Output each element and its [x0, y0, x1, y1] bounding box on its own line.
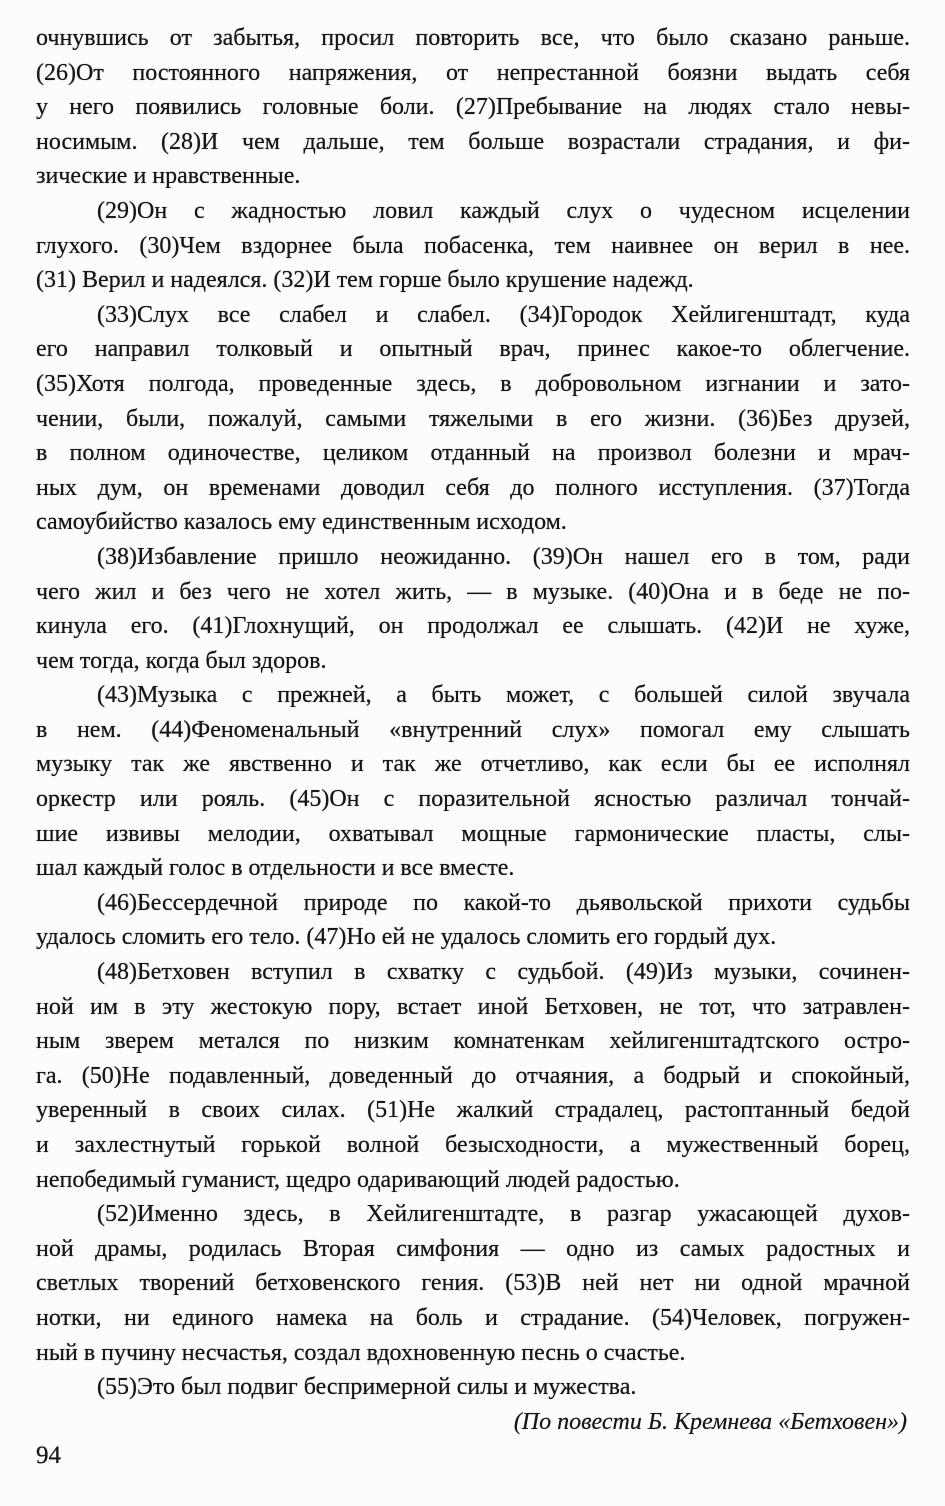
text-line: его направил толковый и опытный врач, принес какое-то облегчение. — [36, 336, 910, 363]
text-line: чении, были, пожалуй, самыми тяжелыми в его жизни. (36)Без друзей, — [36, 405, 910, 432]
text-line: в полном одиночестве, целиком отданный на произвол болезни и мрач- — [36, 440, 910, 467]
page-number: 94 — [36, 1442, 61, 1469]
text-line: ных дум, он временами доводил себя до полного исступления. (37)Тогда — [36, 474, 910, 501]
text-line: уверенный в своих силах. (51)Не жалкий страдалец, растоптанный бедой — [36, 1097, 910, 1124]
text-line: глухого. (30)Чем вздорнее была побасенка, тем наивнее он верил в нее. — [36, 232, 910, 259]
text-line: зические и нравственные. — [36, 163, 301, 190]
text-line: ным зверем метался по низким комнатенкам хейлигенштадтского остро- — [36, 1028, 910, 1055]
text-line: (35)Хотя полгода, проведенные здесь, в добровольном изгнании и зато- — [36, 370, 910, 397]
text-line: (46)Бессердечной природе по какой-то дьявольской прихоти судьбы — [97, 889, 910, 916]
text-line: кинула его. (41)Глохнущий, он продолжал ее слышать. (42)И не хуже, — [36, 613, 910, 640]
text-line: чего жил и без чего не хотел жить, — в музыке. (40)Она и в беде не по- — [36, 578, 910, 605]
text-line: музыку так же явственно и так же отчетливо, как если бы ее исполнял — [36, 751, 910, 778]
text-line: (29)Он с жадностью ловил каждый слух о чудесном исцелении — [97, 197, 910, 224]
text-line: очнувшись от забытья, просил повторить все, что было сказано раньше. — [36, 25, 910, 51]
text-line: га. (50)Не подавленный, доведенный до отчаяния, а бодрый и спокойный, — [36, 1062, 910, 1089]
text-line: чем тогда, когда был здоров. — [36, 647, 327, 674]
text-line: (55)Это был подвиг беспримерной силы и мужества. — [97, 1374, 637, 1401]
text-line: (48)Бетховен вступил в схватку с судьбой. (49)Из музыки, сочинен- — [97, 959, 910, 986]
text-line: ный в пучину несчастья, создал вдохновенную песнь о счастье. — [36, 1339, 686, 1366]
text-line: светлых творений бетховенского гения. (53)В ней нет ни одной мрачной — [36, 1270, 910, 1297]
text-line: нотки, ни единого намека на боль и страдание. (54)Человек, погружен- — [36, 1304, 910, 1331]
text-line: носимым. (28)И чем дальше, тем больше возрастали страдания, и фи- — [36, 128, 910, 155]
text-line: шал каждый голос в отдельности и все вместе. — [36, 855, 515, 882]
text-line: (26)От постоянного напряжения, от непрестанной боязни выдать себя — [36, 59, 910, 86]
text-line: (43)Музыка с прежней, а быть может, с большей силой звучала — [97, 682, 910, 709]
text-line: удалось сломить его тело. (47)Но ей не удалось сломить его гордый дух. — [36, 924, 777, 951]
text-line: и захлестнутый горькой волной безысходности, а мужественный борец, — [36, 1132, 910, 1158]
source-attribution: (По повести Б. Кремнева «Бетховен») — [513, 1408, 907, 1435]
text-line: ной драмы, родилась Вторая симфония — одно из самых радостных и — [36, 1235, 910, 1262]
text-line: у него появились головные боли. (27)Пребывание на людях стало невы- — [36, 94, 910, 121]
text-line: шие извивы мелодии, охватывал мощные гармонические пласты, слы- — [36, 820, 910, 847]
text-line: (31) Верил и надеялся. (32)И тем горше было крушение надежд. — [36, 267, 694, 294]
text-line: непобедимый гуманист, щедро одаривающий людей радостью. — [36, 1166, 680, 1193]
text-body — [36, 21, 910, 1405]
text-line: ной им в эту жестокую пору, встает иной Бетховен, не тот, что затравлен- — [36, 993, 910, 1020]
text-line: (33)Слух все слабел и слабел. (34)Городок Хейлигенштадт, куда — [97, 301, 910, 328]
text-line: самоубийство казалось ему единственным исходом. — [36, 509, 567, 536]
text-line: в нем. (44)Феноменальный «внутренний слух» помогал ему слышать — [36, 716, 910, 743]
text-line: (38)Избавление пришло неожиданно. (39)Он нашел его в том, ради — [97, 543, 910, 570]
text-line: (52)Именно здесь, в Хейлигенштадте, в разгар ужасающей духов- — [97, 1201, 910, 1228]
text-line: оркестр или рояль. (45)Он с поразительной ясностью различал тончай- — [36, 786, 910, 813]
